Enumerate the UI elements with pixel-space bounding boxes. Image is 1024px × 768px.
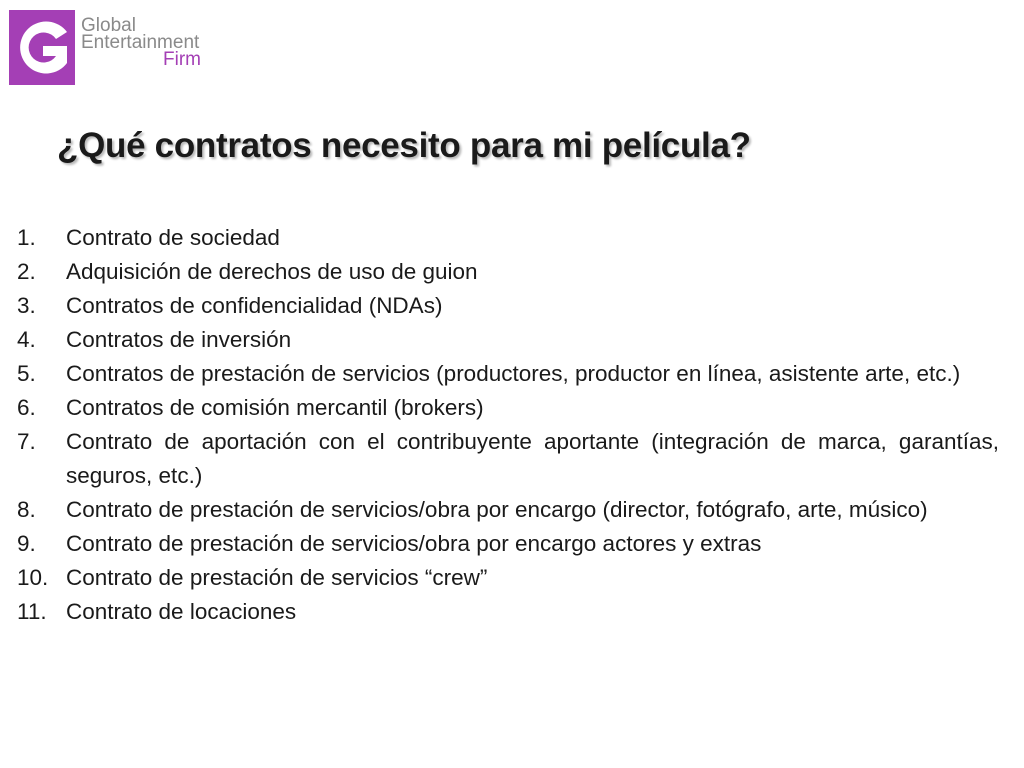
list-item-text: Adquisición de derechos de uso de guion [66, 259, 478, 284]
list-item-number: 4. [17, 327, 36, 352]
contract-list [17, 221, 999, 629]
list-item-text: Contrato de prestación de servicios “crew” [66, 565, 488, 590]
list-item [17, 391, 999, 425]
list-item-number: 6. [17, 395, 36, 420]
list-item-number: 11. [17, 599, 47, 624]
list-item [17, 493, 999, 527]
list-item-text: Contrato de locaciones [66, 599, 297, 624]
list-item [17, 323, 999, 357]
list-item [17, 595, 999, 629]
list-item-text: Contratos de confidencialidad (NDAs) [66, 293, 443, 318]
list-item-number: 7. [17, 429, 36, 454]
list-item-number: 9. [17, 531, 36, 556]
list-item-text: Contratos de inversión [66, 327, 292, 352]
list-item [17, 255, 999, 289]
list-item [17, 425, 999, 493]
logo-word-global: Global [81, 15, 136, 36]
slide-title: ¿Qué contratos necesito para mi película? [57, 126, 751, 165]
logo-word-entertainment: Entertainment [81, 32, 200, 53]
logo-wordmark [81, 17, 201, 68]
company-logo [9, 10, 229, 86]
g-letter-logo-icon [9, 10, 75, 85]
list-item-number: 8. [17, 497, 36, 522]
list-item [17, 357, 999, 391]
list-item-number: 2. [17, 259, 36, 284]
list-item-text: Contrato de sociedad [66, 225, 280, 250]
list-item-text: Contrato de prestación de servicios/obra por encargo actores y extras [66, 531, 762, 556]
list-item [17, 221, 999, 255]
list-item-text: Contrato de aportación con el contribuyente aportante (integración de marca, garantías, seguros, etc.) [66, 429, 999, 488]
list-item-number: 3. [17, 293, 36, 318]
list-item [17, 527, 999, 561]
list-item [17, 561, 999, 595]
list-item-text: Contratos de comisión mercantil (brokers) [66, 395, 484, 420]
list-item-text: Contrato de prestación de servicios/obra por encargo (director, fotógrafo, arte, músico) [66, 497, 928, 522]
list-item-number: 10. [17, 565, 49, 590]
list-item-number: 5. [17, 361, 36, 386]
list-item-number: 1. [17, 225, 36, 250]
list-item [17, 289, 999, 323]
logo-word-firm: Firm [163, 49, 201, 70]
list-item-text: Contratos de prestación de servicios (productores, productor en línea, asistente arte, etc.) [66, 361, 961, 386]
